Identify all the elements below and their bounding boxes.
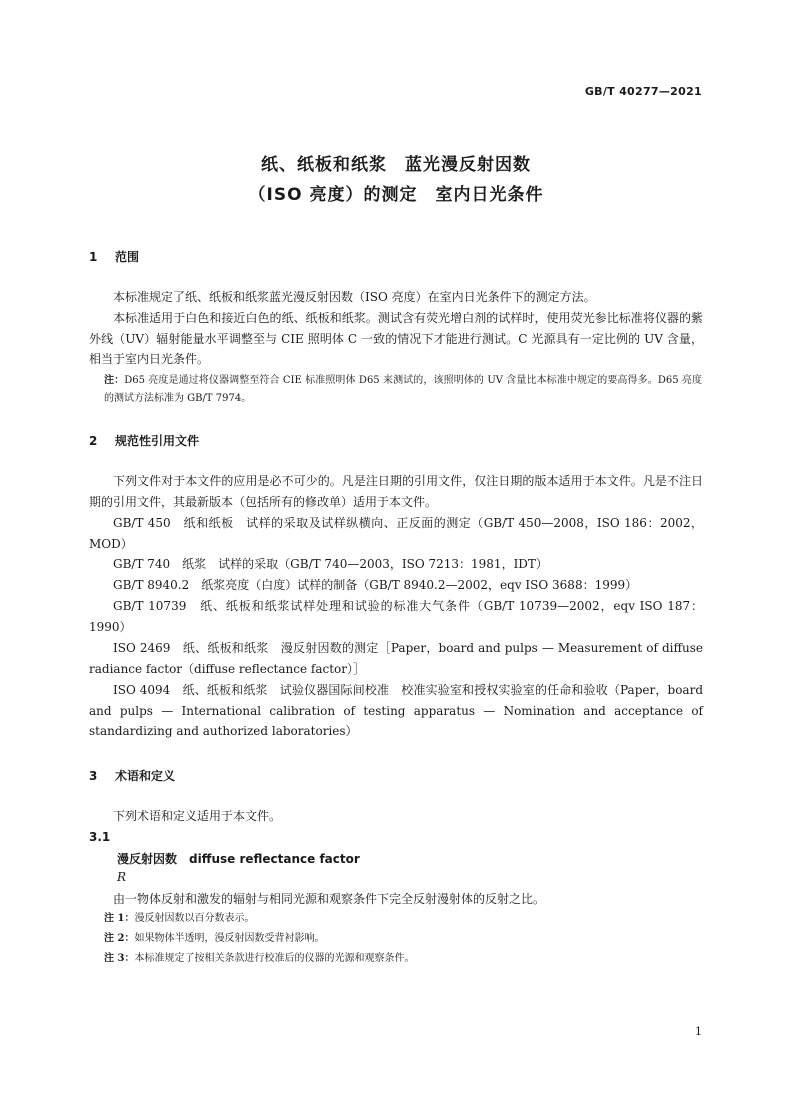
- section-number: 2: [89, 434, 98, 448]
- note-text: 本标准规定了按相关条款进行校准后的仪器的光源和观察条件。: [134, 953, 415, 964]
- term-entry: [117, 850, 360, 867]
- paragraph: 本标准适用于白色和接近白色的纸、纸板和纸浆。测试含有荧光增白剂的试样时，使用荧光参比标准将仪器的紫外线（UV）辐射能量水平调整至与 CIE 照明体 C 一致的情况下才能进行测试。C 光源具有一定比例的 UV 含量，相当于室内日光条件。: [89, 311, 703, 366]
- note-label: 注 3：: [104, 953, 135, 964]
- note-text: 如果物体半透明，漫反射因数受背衬影响。: [134, 933, 325, 944]
- reference-item: GB/T 740 纸浆 试样的采取（GB/T 740—2003，ISO 7213：1981，IDT）: [113, 557, 548, 571]
- term-note: [104, 910, 702, 928]
- note-label: 注：: [104, 375, 125, 386]
- standard-number: GB/T 40277—2021: [584, 85, 702, 98]
- reference-item: ISO 4094 纸、纸板和纸浆 试验仪器国际间校准 校准实验室和授权实验室的任命和验收（Paper，board and pulps — International calibration of testing apparatus — Nomination and acceptance of standardizing and authorized laboratories）: [89, 683, 703, 738]
- term-chinese: 漫反射因数: [117, 852, 178, 866]
- section-1-heading: [89, 248, 139, 265]
- term-symbol: R: [117, 870, 127, 884]
- note-text: D65 亮度是通过将仪器调整至符合 CIE 标准照明体 D65 来测试的，该照明体的 UV 含量比本标准中规定的要高得多。D65 亮度的测试方法标准为 GB/T 7974。: [104, 375, 702, 404]
- term-note: [104, 950, 702, 968]
- reference-item: GB/T 8940.2 纸浆亮度（白度）试样的制备（GB/T 8940.2—2002，eqv ISO 3688：1999）: [113, 578, 638, 592]
- reference-item: GB/T 450 纸和纸板 试样的采取及试样纵横向、正反面的测定（GB/T 450—2008，ISO 186：2002，MOD）: [89, 516, 703, 551]
- section-number: 3: [89, 769, 98, 783]
- note-label: 注 1：: [104, 913, 135, 924]
- term-english: diffuse reflectance factor: [189, 852, 360, 866]
- reference-item: ISO 2469 纸、纸板和纸浆 漫反射因数的测定［Paper，board and pulps — Measurement of diffuse radiance factor（diffuse reflectance factor）］: [89, 641, 703, 676]
- paragraph: 本标准规定了纸、纸板和纸浆蓝光漫反射因数（ISO 亮度）在室内日光条件下的测定方法。: [113, 290, 596, 304]
- title-line-1: 纸、纸板和纸浆 蓝光漫反射因数: [261, 155, 531, 175]
- section-number: 1: [89, 250, 98, 264]
- note: [104, 372, 702, 408]
- section-title: 规范性引用文件: [115, 434, 200, 448]
- note-text: 漫反射因数以百分数表示。: [134, 913, 255, 924]
- term-number: 3.1: [89, 830, 111, 844]
- page-number: 1: [695, 1025, 702, 1038]
- section-3-heading: [89, 767, 175, 784]
- paragraph: 下列术语和定义适用于本文件。: [113, 809, 282, 823]
- section-title: 范围: [115, 250, 140, 264]
- paragraph: 下列文件对于本文件的应用是必不可少的。凡是注日期的引用文件，仅注日期的版本适用于本文件。凡是不注日期的引用文件，其最新版本（包括所有的修改单）适用于本文件。: [89, 474, 703, 509]
- reference-item: GB/T 10739 纸、纸板和纸浆试样处理和试验的标准大气条件（GB/T 10739—2002，eqv ISO 187：1990）: [89, 599, 703, 634]
- section-title: 术语和定义: [115, 769, 176, 783]
- note-label: 注 2：: [104, 933, 135, 944]
- section-2-heading: [89, 432, 199, 449]
- title-line-2: （ISO 亮度）的测定 室内日光条件: [248, 185, 544, 205]
- term-definition: 由一物体反射和激发的辐射与相同光源和观察条件下完全反射漫射体的反射之比。: [113, 892, 546, 906]
- term-note: [104, 930, 702, 948]
